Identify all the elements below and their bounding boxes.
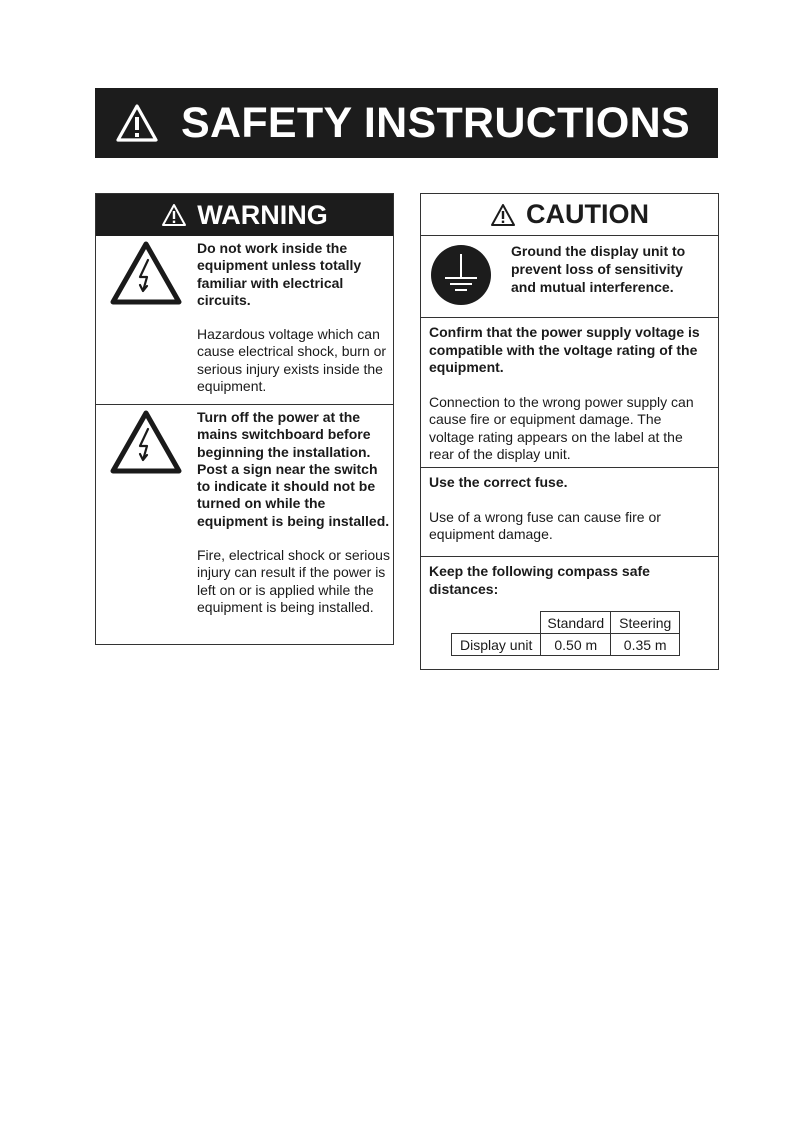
caution-header bbox=[421, 194, 718, 236]
ground-icon bbox=[430, 244, 492, 306]
table-cell: 0.35 m bbox=[611, 634, 680, 656]
warning-item-title: Turn off the power at the mains switchboard before beginning the installation. Post a sign near the switch to indicate it should not be turned on while the equipment is being installed. bbox=[197, 409, 390, 529]
table-row-label: Display unit bbox=[452, 634, 541, 656]
page-title: SAFETY INSTRUCTIONS bbox=[181, 98, 690, 147]
table-cell: 0.50 m bbox=[541, 634, 611, 656]
warning-item bbox=[96, 405, 393, 645]
caution-item bbox=[421, 318, 718, 468]
warning-triangle-icon bbox=[161, 203, 187, 227]
caution-item-body: Use of a wrong fuse can cause fire or equipment damage. bbox=[429, 508, 661, 542]
warning-panel bbox=[95, 193, 394, 645]
caution-item-title: Confirm that the power supply voltage is compatible with the voltage rating of the equipment. bbox=[429, 324, 700, 375]
warning-item bbox=[96, 236, 393, 405]
caution-triangle-icon bbox=[490, 203, 516, 227]
caution-ground-text: Ground the display unit to prevent loss of sensitivity and mutual interference. bbox=[511, 243, 686, 296]
page-title-bar bbox=[95, 88, 718, 158]
warning-item-body: Fire, electrical shock or serious injury can result if the power is left on or is applied while the equipment is being installed. bbox=[197, 547, 390, 615]
caution-item-title: Keep the following compass safe distances: bbox=[429, 563, 650, 597]
warning-header bbox=[96, 194, 393, 236]
table-corner-cell bbox=[452, 612, 541, 634]
table-row bbox=[452, 634, 680, 656]
warning-item-body: Hazardous voltage which can cause electrical shock, burn or serious injury exists inside the equipment. bbox=[197, 326, 387, 395]
compass-distance-table bbox=[451, 611, 680, 656]
caution-item-ground bbox=[421, 236, 718, 318]
warning-item-title: Do not work inside the equipment unless totally familiar with electrical circuits. bbox=[197, 240, 362, 308]
table-header-cell: Steering bbox=[611, 612, 680, 634]
electric-shock-icon bbox=[110, 409, 182, 475]
warning-label: WARNING bbox=[197, 199, 328, 230]
caution-item-title: Use the correct fuse. bbox=[429, 474, 568, 490]
table-header-cell: Standard bbox=[541, 612, 611, 634]
caution-label: CAUTION bbox=[526, 199, 649, 229]
caution-item-body: Connection to the wrong power supply can cause fire or equipment damage. The voltage rating appears on the label at the rear of the display unit. bbox=[429, 393, 694, 462]
warning-triangle-icon bbox=[115, 103, 159, 143]
electric-shock-icon bbox=[110, 240, 182, 306]
table-header-row bbox=[452, 612, 680, 634]
caution-item-compass bbox=[421, 557, 718, 670]
caution-item bbox=[421, 468, 718, 557]
caution-panel bbox=[420, 193, 719, 670]
